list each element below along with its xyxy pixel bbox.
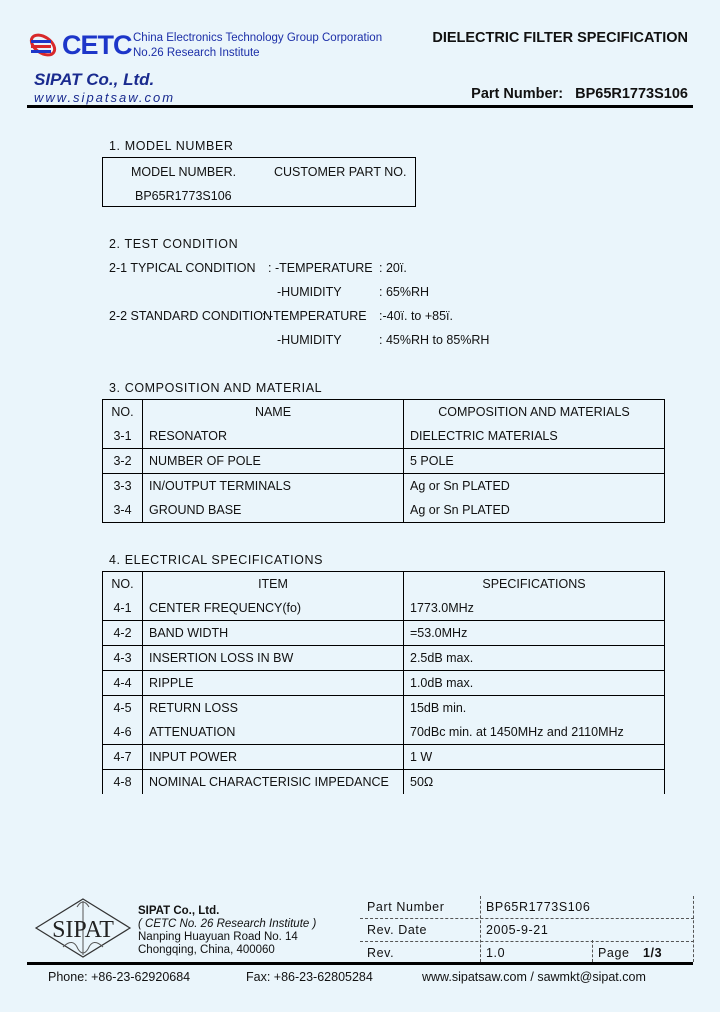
row-item: INPUT POWER [143, 745, 404, 770]
row-spec: 50Ω [404, 770, 665, 795]
row-no: 3-1 [103, 424, 143, 449]
row-spec: 1 W [404, 745, 665, 770]
composition-table [102, 399, 665, 523]
standard-temperature-value: :-40ï. to +85ï. [379, 309, 454, 323]
row-spec: 15dB min. [404, 696, 665, 721]
customer-part-header: CUSTOMER PART NO. [274, 165, 407, 179]
revision-row-date [360, 919, 694, 942]
row-composition: DIELECTRIC MATERIALS [404, 424, 665, 449]
table-row [103, 770, 665, 795]
header-specifications: SPECIFICATIONS [404, 572, 665, 597]
page-divider [592, 940, 593, 962]
document-title: DIELECTRIC FILTER SPECIFICATION [432, 30, 688, 46]
cetc-logo-icon [28, 30, 58, 60]
footer-part-number-label: Part Number [367, 900, 445, 914]
table-row [103, 621, 665, 646]
header-divider [27, 105, 693, 108]
typical-humidity-value: : 65%RH [379, 285, 430, 299]
section-model-number-title: 1. MODEL NUMBER [109, 139, 234, 153]
table-row [103, 696, 665, 721]
section-composition-title: 3. COMPOSITION AND MATERIAL [109, 381, 323, 395]
part-number-label: Part Number: [471, 86, 564, 102]
header-name: NAME [143, 400, 404, 425]
row-name: RESONATOR [143, 424, 404, 449]
model-number-value: BP65R1773S106 [135, 189, 232, 203]
row-composition: Ag or Sn PLATED [404, 498, 665, 523]
revision-divider [480, 896, 481, 962]
model-number-box [102, 157, 416, 207]
table-row [103, 424, 665, 449]
row-no: 4-7 [103, 745, 143, 770]
row-item: RIPPLE [143, 671, 404, 696]
row-no: 4-8 [103, 770, 143, 795]
page-label: Page [598, 946, 630, 960]
table-header-row [103, 400, 665, 425]
header-composition: COMPOSITION AND MATERIALS [404, 400, 665, 425]
row-spec: 2.5dB max. [404, 646, 665, 671]
model-number-header: MODEL NUMBER. [131, 165, 237, 179]
footer-fax: Fax: +86-23-62805284 [246, 970, 373, 984]
cetc-logo-text: CETC [62, 30, 132, 60]
row-spec: 1773.0MHz [404, 596, 665, 621]
table-row [103, 720, 665, 745]
row-no: 4-5 [103, 696, 143, 721]
row-no: 4-6 [103, 720, 143, 745]
row-no: 4-4 [103, 671, 143, 696]
footer-web-email: www.sipatsaw.com / sawmkt@sipat.com [422, 970, 646, 984]
typical-temperature-label: : -TEMPERATURE [268, 261, 373, 275]
row-no: 3-4 [103, 498, 143, 523]
table-row [103, 745, 665, 770]
page-value: 1/3 [643, 946, 663, 960]
row-no: 4-3 [103, 646, 143, 671]
footer-divider [27, 962, 693, 965]
typical-humidity-label: -HUMIDITY [277, 285, 342, 299]
row-item: ATTENUATION [143, 720, 404, 745]
header-part-number [471, 86, 688, 102]
row-composition: Ag or Sn PLATED [404, 474, 665, 499]
header-item: ITEM [143, 572, 404, 597]
svg-text:SIPAT: SIPAT [52, 917, 114, 943]
typical-condition-label: 2-1 TYPICAL CONDITION [109, 261, 256, 275]
row-item: INSERTION LOSS IN BW [143, 646, 404, 671]
rev-value: 1.0 [486, 946, 506, 960]
typical-temperature-value: : 20ï. [379, 261, 407, 275]
revision-row-rev [360, 942, 694, 964]
rev-date-value: 2005-9-21 [486, 923, 549, 937]
table-row [103, 646, 665, 671]
table-row [103, 449, 665, 474]
company-website: www.sipatsaw.com [34, 90, 176, 105]
footer-address-line2: Chongqing, China, 400060 [138, 944, 275, 956]
row-composition: 5 POLE [404, 449, 665, 474]
standard-temperature-label: : -TEMPERATURE [262, 309, 367, 323]
revision-right-edge [693, 896, 694, 962]
row-name: IN/OUTPUT TERMINALS [143, 474, 404, 499]
row-name: NUMBER OF POLE [143, 449, 404, 474]
table-header-row [103, 572, 665, 597]
sipat-logo-icon [33, 897, 133, 959]
rev-date-label: Rev. Date [367, 923, 428, 937]
rev-label: Rev. [367, 946, 395, 960]
footer-address-line1: Nanping Huayuan Road No. 14 [138, 931, 298, 943]
footer-company-name: SIPAT Co., Ltd. [138, 905, 220, 917]
row-item: NOMINAL CHARACTERISIC IMPEDANCE [143, 770, 404, 795]
row-spec: =53.0MHz [404, 621, 665, 646]
footer-institute: ( CETC No. 26 Research Institute ) [138, 918, 317, 930]
header-no: NO. [103, 400, 143, 425]
row-spec: 1.0dB max. [404, 671, 665, 696]
electrical-spec-table [102, 571, 665, 794]
row-name: GROUND BASE [143, 498, 404, 523]
company-name: SIPAT Co., Ltd. [34, 70, 155, 89]
footer-company-block [138, 905, 316, 957]
row-item: CENTER FREQUENCY(fo) [143, 596, 404, 621]
table-row [103, 498, 665, 523]
row-no: 4-2 [103, 621, 143, 646]
footer-part-number-value: BP65R1773S106 [486, 900, 591, 914]
row-item: BAND WIDTH [143, 621, 404, 646]
row-spec: 70dBc min. at 1450MHz and 2110MHz [404, 720, 665, 745]
row-item: RETURN LOSS [143, 696, 404, 721]
section-test-condition-title: 2. TEST CONDITION [109, 237, 239, 251]
revision-row-part-number [360, 896, 694, 919]
standard-humidity-value: : 45%RH to 85%RH [379, 333, 490, 347]
table-row [103, 596, 665, 621]
part-number-value: BP65R1773S106 [575, 86, 688, 102]
row-no: 3-3 [103, 474, 143, 499]
revision-table [360, 896, 694, 964]
row-no: 3-2 [103, 449, 143, 474]
institute-name: No.26 Research Institute [133, 47, 260, 59]
header-no: NO. [103, 572, 143, 597]
standard-humidity-label: -HUMIDITY [277, 333, 342, 347]
row-no: 4-1 [103, 596, 143, 621]
table-row [103, 671, 665, 696]
corporation-name: China Electronics Technology Group Corporation [133, 32, 383, 44]
standard-condition-label: 2-2 STANDARD CONDITION [109, 309, 272, 323]
table-row [103, 474, 665, 499]
footer-phone: Phone: +86-23-62920684 [48, 970, 191, 984]
section-electrical-title: 4. ELECTRICAL SPECIFICATIONS [109, 553, 324, 567]
